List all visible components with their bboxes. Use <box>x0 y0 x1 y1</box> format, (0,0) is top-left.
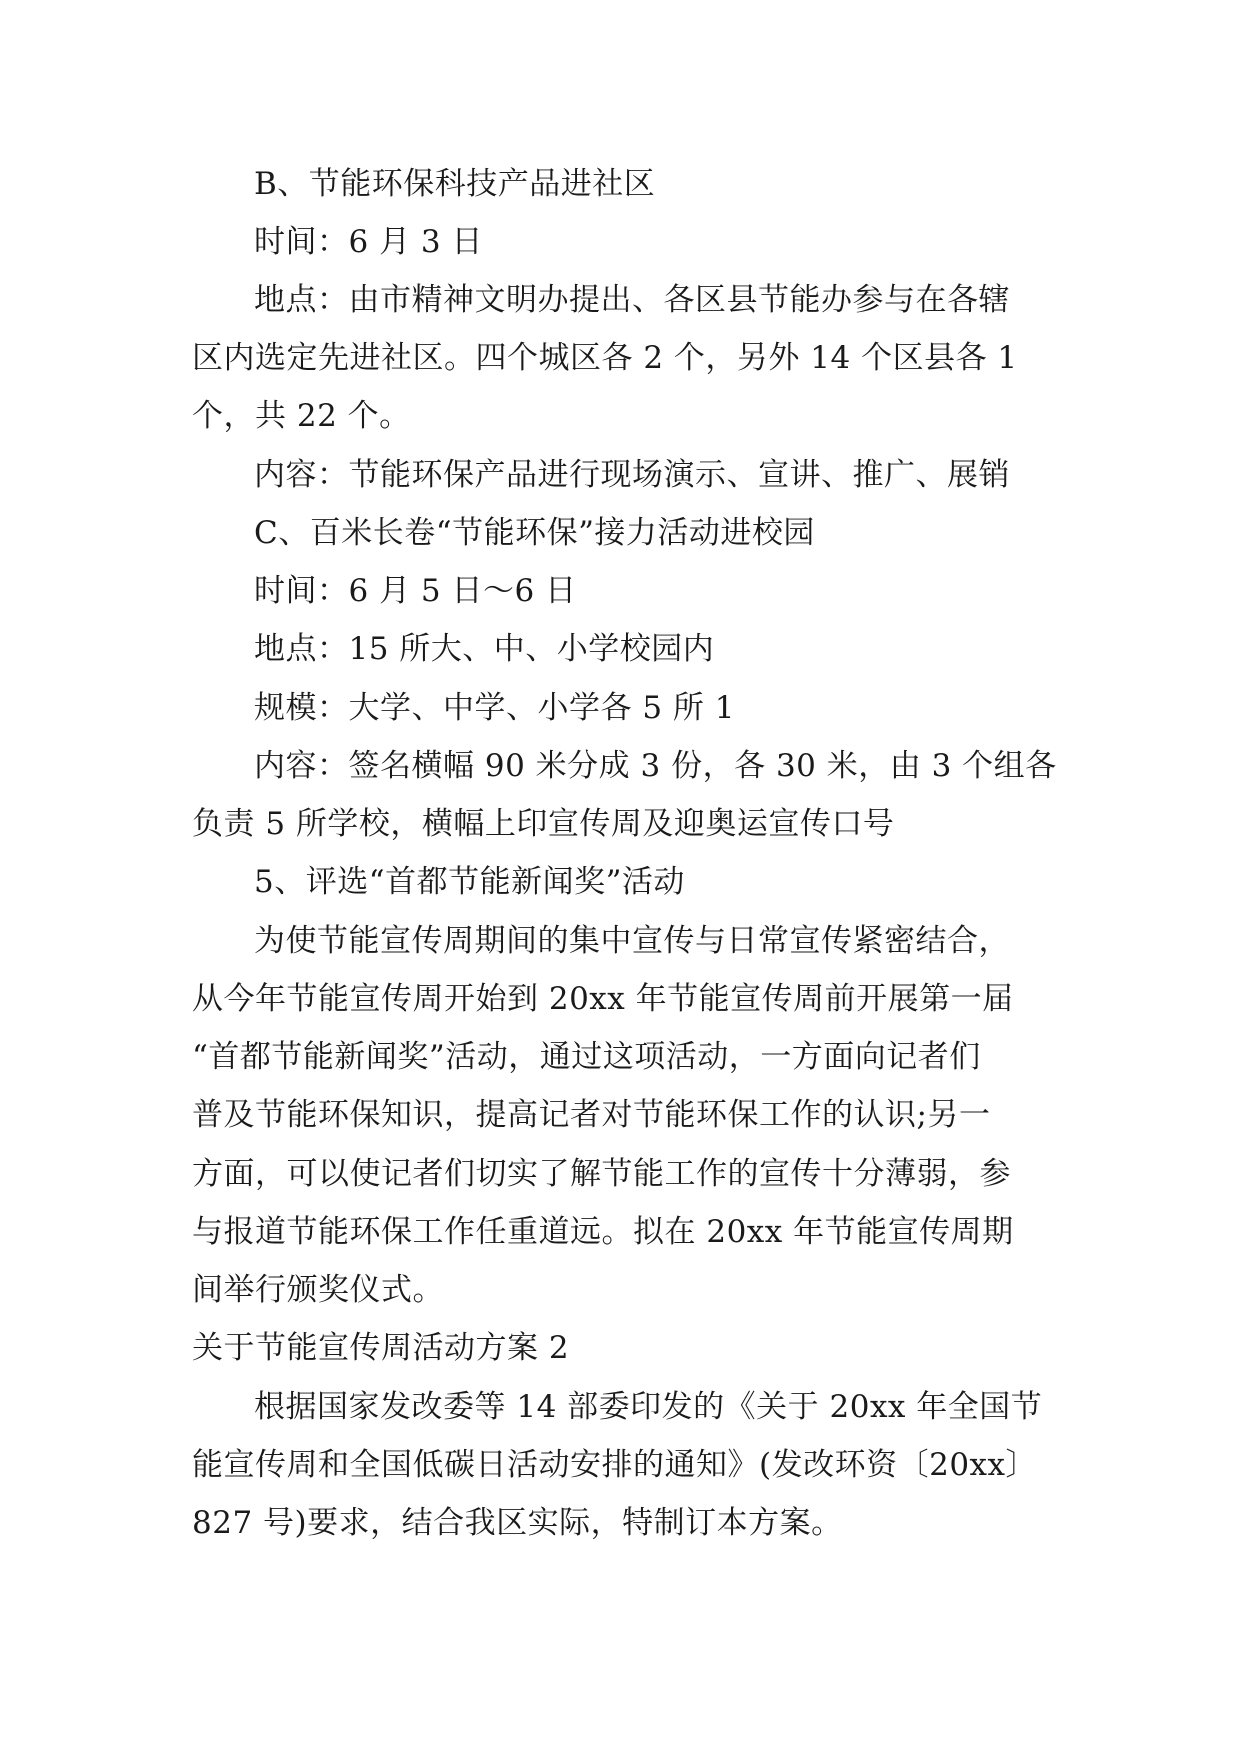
section-c-time: 时间：6 月 5 日～6 日 <box>254 573 577 609</box>
section-5-paragraph-line-4: 普及节能环保知识，提高记者对节能环保工作的认识;另一 <box>192 1097 991 1133</box>
section-c-content-line-2: 负责 5 所学校，横幅上印宣传周及迎奥运宣传口号 <box>192 806 895 842</box>
section-b-content: 内容：节能环保产品进行现场演示、宣讲、推广、展销 <box>254 457 1010 493</box>
plan-2-paragraph-line-1: 根据国家发改委等 14 部委印发的《关于 20xx 年全国节 <box>254 1389 1043 1425</box>
plan-2-title: 关于节能宣传周活动方案 2 <box>192 1330 570 1366</box>
section-b-location-line-1: 地点：由市精神文明办提出、各区县节能办参与在各辖 <box>254 282 1010 318</box>
section-b-heading: B、节能环保科技产品进社区 <box>254 166 656 202</box>
section-b-time: 时间：6 月 3 日 <box>254 224 484 260</box>
section-c-heading: C、百米长卷“节能环保”接力活动进校园 <box>254 515 815 551</box>
section-5-paragraph-line-3: “首都节能新闻奖”活动，通过这项活动，一方面向记者们 <box>192 1039 981 1075</box>
section-c-location: 地点：15 所大、中、小学校园内 <box>254 631 715 667</box>
section-5-paragraph-line-1: 为使节能宣传周期间的集中宣传与日常宣传紧密结合， <box>254 923 1010 959</box>
section-5-paragraph-line-2: 从今年节能宣传周开始到 20xx 年节能宣传周前开展第一届 <box>192 981 1014 1017</box>
plan-2-paragraph-line-2: 能宣传周和全国低碳日活动安排的通知》(发改环资〔20xx〕 <box>192 1447 1038 1483</box>
section-b-location-line-2: 区内选定先进社区。四个城区各 2 个，另外 14 个区县各 1 <box>192 340 1018 376</box>
plan-2-paragraph-line-3: 827 号)要求，结合我区实际，特制订本方案。 <box>192 1505 843 1541</box>
section-5-paragraph-line-6: 与报道节能环保工作任重道远。拟在 20xx 年节能宣传周期 <box>192 1214 1014 1250</box>
section-b-location-line-3: 个，共 22 个。 <box>192 398 411 434</box>
section-c-scale: 规模：大学、中学、小学各 5 所 1 <box>254 690 736 726</box>
section-5-heading: 5、评选“首都节能新闻奖”活动 <box>254 864 685 900</box>
section-5-paragraph-line-7: 间举行颁奖仪式。 <box>192 1272 444 1308</box>
section-c-content-line-1: 内容：签名横幅 90 米分成 3 份，各 30 米，由 3 个组各 <box>254 748 1057 784</box>
section-5-paragraph-line-5: 方面，可以使记者们切实了解节能工作的宣传十分薄弱，参 <box>192 1156 1011 1192</box>
